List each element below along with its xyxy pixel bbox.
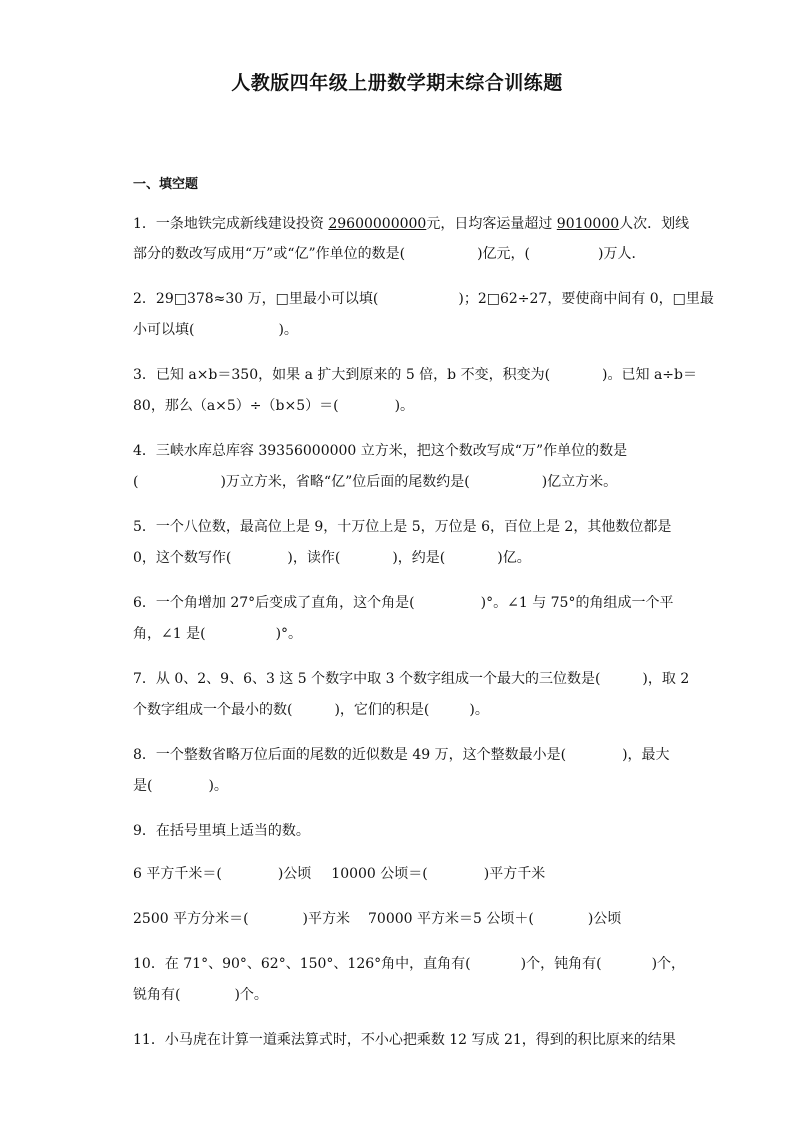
question-8-line-1: [133, 746, 670, 764]
question-3-line-1: [133, 366, 697, 384]
q5-text: )，读作(: [287, 550, 341, 566]
question-9-line-1: 9．在括号里填上适当的数。: [133, 823, 310, 839]
q7-text: )，取 2: [642, 671, 690, 687]
q7-text: )。: [469, 702, 489, 718]
q1-text: 部分的数改写成用“万”或“亿”作单位的数是(: [133, 246, 406, 262]
question-10-line-1: [133, 955, 686, 973]
question-4-line-2: [133, 473, 663, 491]
section-heading: 一、填空题: [133, 177, 199, 192]
question-9-row-1: [133, 865, 663, 883]
q9-text: 2500 平方分米＝(: [133, 911, 249, 927]
q3-text: 80，那么（a×5）÷（b×5）＝(: [133, 398, 339, 414]
q1-text: )亿元，(: [477, 246, 531, 262]
q9-text: )公顷: [587, 911, 622, 927]
q1-underlined-number-2: 9010000: [556, 216, 620, 232]
q7-text: 个数字组成一个最小的数(: [133, 702, 293, 718]
question-6-line-1: [133, 594, 674, 612]
q9-text: 70000 平方米＝5 公顷＋(: [368, 911, 534, 927]
q4-text: )亿立方米。: [541, 474, 618, 490]
q5-text: 0，这个数写作(: [133, 550, 232, 566]
q7-text: )，它们的积是(: [334, 702, 430, 718]
q9-text: 10000 公顷＝(: [331, 866, 428, 882]
q3-text: )。: [394, 398, 415, 414]
q10-text: )个，钝角有(: [520, 956, 602, 972]
q8-text: 8．一个整数省略万位后面的尾数的近似数是 49 万，这个整数最小是(: [133, 747, 567, 763]
q2-text: 2．29□378≈30 万，□里最小可以填(: [133, 291, 379, 307]
q10-text: )个。: [234, 987, 268, 1003]
q1-text: 人次．划线: [619, 216, 690, 232]
question-6-line-2: [133, 625, 663, 643]
q1-underlined-number-1: 29600000000: [328, 216, 427, 232]
q4-text: )万立方米，省略“亿”位后面的尾数约是(: [220, 474, 470, 490]
question-9-row-2: [133, 910, 663, 928]
q6-text: 角，∠1 是(: [133, 626, 206, 642]
q3-text: 3．已知 a×b＝350，如果 a 扩大到原来的 5 倍，b 不变，积变为(: [133, 367, 551, 383]
q6-text: )°。: [275, 626, 303, 642]
q1-text: )万人．: [598, 246, 646, 262]
q1-text: 1．一条地铁完成新线建设投资: [133, 216, 329, 232]
q8-text: )。: [208, 778, 228, 794]
question-11-line-1: 11．小马虎在计算一道乘法算式时，不小心把乘数 12 写成 21，得到的积比原来的结果: [133, 1032, 676, 1048]
q1-text: 元，日均客运量超过: [426, 216, 557, 232]
question-5-line-2: [133, 549, 663, 567]
question-7-line-2: [133, 701, 663, 719]
question-10-line-2: [133, 986, 663, 1004]
q9-text: )平方米: [302, 911, 351, 927]
q2-text: 小可以填(: [133, 322, 195, 338]
q4-text: (: [133, 474, 139, 490]
question-5-line-1: 5．一个八位数，最高位上是 9，十万位上是 5，万位是 6，百位上是 2，其他数位都是: [133, 519, 672, 535]
question-3-line-2: [133, 397, 663, 415]
q2-text: )；2□62÷27，要使商中间有 0，□里最: [458, 291, 714, 307]
q2-text: )。: [278, 322, 298, 338]
q7-text: 7．从 0、2、9、6、3 这 5 个数字中取 3 个数字组成一个最大的三位数是(: [133, 671, 601, 687]
q3-text: )。已知 a÷b＝: [602, 367, 697, 383]
q8-text: )，最大: [622, 747, 670, 763]
q9-text: )公顷: [277, 866, 312, 882]
q5-text: )亿。: [497, 550, 531, 566]
q6-text: )°。∠1 与 75°的角组成一个平: [480, 595, 674, 611]
q6-text: 6．一个角增加 27°后变成了直角，这个角是(: [133, 595, 415, 611]
question-2-line-2: [133, 321, 663, 339]
question-7-line-1: [133, 670, 690, 688]
question-4-line-1: 4．三峡水库总库容 39356000000 立方米，把这个数改写成“万”作单位的数是: [133, 443, 628, 459]
question-2-line-1: [133, 290, 714, 308]
page-title: 人教版四年级上册数学期末综合训练题: [231, 72, 563, 94]
q10-text: )个，: [651, 956, 686, 972]
question-1-line-2: [133, 245, 663, 263]
q9-text: 6 平方千米＝(: [133, 866, 222, 882]
question-1-line-1: [133, 215, 690, 233]
question-8-line-2: [133, 777, 663, 795]
q10-text: 锐角有(: [133, 987, 181, 1003]
q10-text: 10．在 71°、90°、62°、150°、126°角中，直角有(: [133, 956, 471, 972]
q5-text: )，约是(: [392, 550, 446, 566]
q8-text: 是(: [133, 778, 153, 794]
q9-text: )平方千米: [483, 866, 546, 882]
